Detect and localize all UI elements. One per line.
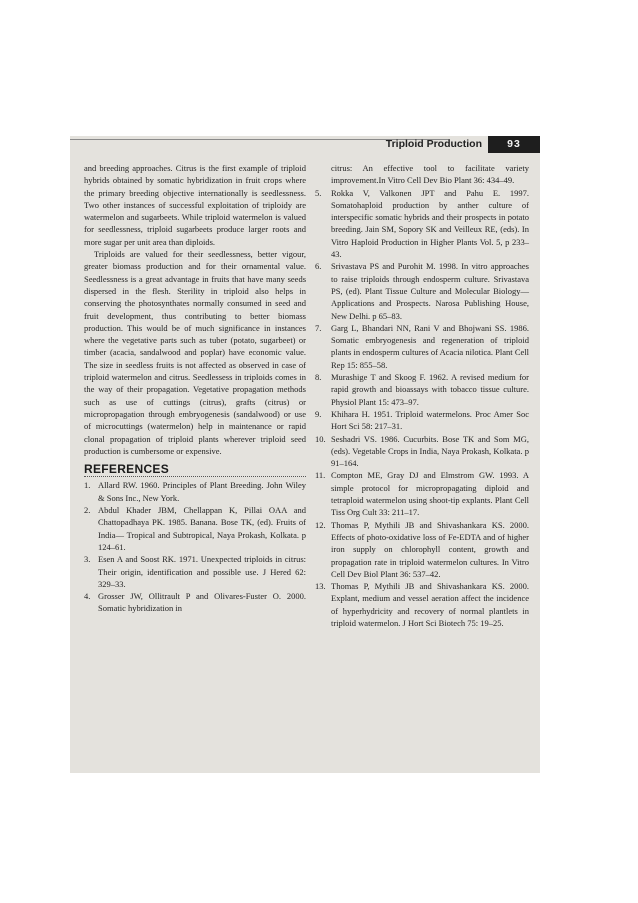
reference-text: Rokka V, Valkonen JPT and Pahu E. 1997. Somatohaploid production by anther culture of interspecific somatic hybrids and their prospects in potato breeding. Jain SM, Sopory SK and Veilleux RE, (eds). In Vitro Haploid Production in Higher Plants Vol. 5, p 233–43. (331, 187, 529, 260)
reference-text: Murashige T and Skoog F. 1962. A revised medium for rapid growth and bioassays with tobacco tissue culture. Physiol Plant 15: 473–97. (331, 372, 529, 407)
reference-text: Khihara H. 1951. Triploid watermelons. Proc Amer Soc Hort Sci 58: 217–31. (331, 408, 529, 432)
reference-number: 10. (315, 433, 326, 444)
reference-item (315, 433, 529, 470)
body-paragraph: Triploids are valued for their seedlessness, better vigour, greater biomass production and for their ornamental value. Seedlessness is a great advantage in fruits that have many seeds dispersed in the flesh. Sterility in triploid also helps in conserving the photosynthates normally consumed in seed and fruit development, thus contributing to better biomass production. This would be of much significance in instances where the vegetative parts such as tuber (potato, sugarbeet) or timber (acacia, sandalwood and poplar) have economic value. The size in seedless fruits is not affected as observed in case of triploid watermelon and citrus. Seedlessess in triploids comes in the way of their propagation. Vegetative propagation methods such as use of cuttings (citrus), grafts (citrus) or micropropagation through embryogenesis (sandalwood) or use of microcuttings (watermelon) help in maintenance or rapid clonal propagation of triploid plants wherever triploid seed production is cumbersome or expensive. (84, 249, 306, 456)
reference-number: 3. (84, 554, 91, 565)
reference-item (315, 519, 529, 580)
reference-number: 8. (315, 372, 322, 383)
reference-item (315, 469, 529, 518)
reference-item (315, 322, 529, 371)
reference-text: Thomas P, Mythili JB and Shivashankara KS. 2000. Effects of photo-oxidative loss of Fe-EDTA and of higher iron supply on chlorophyll content, growth and propagation rate in triploid watermelon cultures. In Vitro Cell Dev Biol Plant 36: 537–42. (331, 519, 529, 579)
reference-number: 12. (315, 519, 326, 530)
reference-number: 4. (84, 591, 91, 602)
reference-item (315, 371, 529, 408)
reference-number: 5. (315, 187, 322, 198)
reference-item (84, 553, 306, 590)
book-page (70, 136, 540, 773)
reference-number: 13. (315, 581, 326, 592)
reference-list-right (315, 187, 529, 630)
reference-text: Thomas P, Mythili JB and Shivashankara KS. 2000. Explant, medium and vessel aeration affect the incidence of hyperhydricity and recovery of normal plantlets in triploid watermelon. J Hort Sci Biotech 75: 19–25. (331, 581, 529, 628)
reference-item (315, 408, 529, 433)
reference-text: Srivastava PS and Purohit M. 1998. In vitro approaches to raise triploids through endosperm culture. Srivastava PS, (ed). Plant Tissue Culture and Molecular Biology— Applications and Prospects. Narosa Publishing House, New Delhi. p 65–83. (331, 261, 529, 321)
reference-number: 6. (315, 261, 322, 272)
references-heading: REFERENCES (84, 463, 306, 477)
reference-number: 2. (84, 505, 91, 516)
reference-item (84, 479, 306, 504)
running-title: Triploid Production (385, 138, 482, 150)
reference-number: 11. (315, 470, 326, 481)
reference-continuation (315, 162, 529, 187)
reference-item (84, 590, 306, 615)
reference-item (84, 504, 306, 553)
reference-text: Garg L, Bhandari NN, Rani V and Bhojwani SS. 1986. Somatic embryogenesis and regeneration of triploid plants in endosperm cultures of Acacia nilotica. Plant Cell Rep 15: 855–58. (331, 322, 529, 370)
reference-list-left (84, 479, 306, 614)
left-column (84, 162, 306, 615)
reference-continuation-text: citrus: An effective tool to facilitate variety improvement.In Vitro Cell Dev Bio Plant 36: 434–49. (331, 163, 529, 186)
reference-item (315, 580, 529, 629)
reference-number: 7. (315, 322, 322, 333)
reference-number: 1. (84, 480, 91, 491)
page-number: 93 (488, 136, 540, 153)
reference-item (315, 260, 529, 321)
reference-text: Seshadri VS. 1986. Cucurbits. Bose TK and Som MG, (eds). Vegetable Crops in India, Naya Prokash, Kolkata. p 91–164. (331, 433, 529, 469)
reference-item (315, 187, 529, 261)
reference-number: 9. (315, 408, 322, 419)
body-paragraph: and breeding approaches. Citrus is the first example of triploid hybrids obtained by somatic hybridization in fruit crops where the primary breeding objective internationally is seedlessness. Two other instances of successful exploitation of triploidy are watermelon and sugarbeets. While triploid watermelon is valued for seedlessness, triploid sugarbeets produce larger roots and more sugar per unit area than diploids. (84, 163, 306, 247)
reference-text: Allard RW. 1960. Principles of Plant Breeding. John Wiley & Sons Inc., New York. (98, 480, 306, 503)
reference-text: Abdul Khader JBM, Chellappan K, Pillai OAA and Chattopadhaya PK. 1985. Banana. Bose TK, (ed). Fruits of India— Tropical and Subtropical, Naya Prokash, Kolkata. p 124–61. (98, 505, 306, 552)
reference-text: Esen A and Soost RK. 1971. Unexpected triploids in citrus: Their origin, identification and possible use. J Hered 62: 329–33. (98, 554, 306, 589)
reference-text: Grosser JW, Ollitrault P and Olivares-Fuster O. 2000. Somatic hybridization in (98, 591, 306, 614)
running-header (70, 136, 540, 156)
right-column (315, 162, 529, 629)
reference-text: Compton ME, Gray DJ and Elmstrom GW. 1993. A simple protocol for micropropagating diploid and tetraploid watermelon using shoot-tip explants. Plant Cell Tiss Org Cult 33: 211–17. (331, 470, 529, 518)
